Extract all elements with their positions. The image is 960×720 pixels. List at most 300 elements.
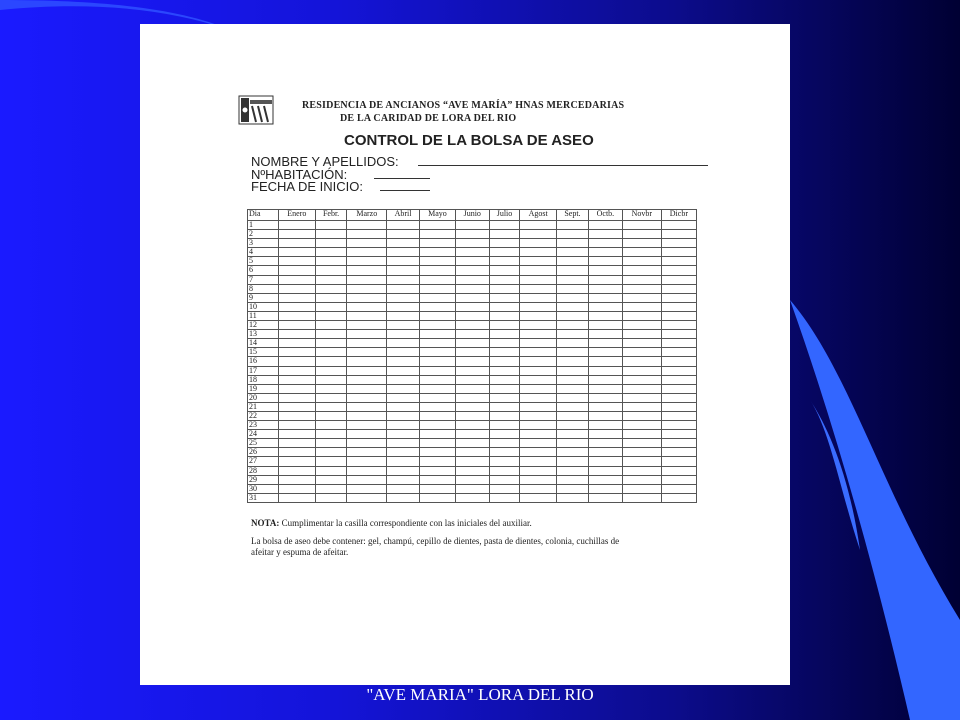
initials-cell bbox=[420, 311, 456, 320]
initials-cell bbox=[315, 421, 347, 430]
initials-cell bbox=[279, 230, 316, 239]
month-column-header: Agost bbox=[520, 210, 557, 221]
initials-cell bbox=[347, 411, 387, 420]
initials-cell bbox=[489, 339, 520, 348]
initials-cell bbox=[661, 457, 696, 466]
initials-cell bbox=[520, 375, 557, 384]
initials-cell bbox=[455, 339, 489, 348]
table-row bbox=[248, 302, 697, 311]
initials-cell bbox=[588, 348, 622, 357]
initials-cell bbox=[387, 421, 420, 430]
initials-cell bbox=[661, 475, 696, 484]
initials-cell bbox=[520, 393, 557, 402]
initials-cell bbox=[489, 466, 520, 475]
initials-cell bbox=[622, 357, 661, 366]
initials-cell bbox=[520, 321, 557, 330]
initials-cell bbox=[557, 393, 589, 402]
initials-cell bbox=[520, 357, 557, 366]
initials-cell bbox=[557, 466, 589, 475]
initials-cell bbox=[489, 457, 520, 466]
initials-cell bbox=[455, 421, 489, 430]
initials-cell bbox=[557, 384, 589, 393]
initials-cell bbox=[588, 221, 622, 230]
initials-cell bbox=[557, 248, 589, 257]
initials-cell bbox=[520, 293, 557, 302]
initials-cell bbox=[455, 366, 489, 375]
day-number-cell: 20 bbox=[248, 393, 279, 402]
initials-cell bbox=[420, 411, 456, 420]
initials-cell bbox=[455, 321, 489, 330]
initials-cell bbox=[622, 230, 661, 239]
initials-cell bbox=[588, 239, 622, 248]
initials-cell bbox=[347, 448, 387, 457]
initials-cell bbox=[588, 257, 622, 266]
initials-cell bbox=[315, 366, 347, 375]
initials-cell bbox=[455, 275, 489, 284]
initials-cell bbox=[420, 402, 456, 411]
initials-cell bbox=[489, 430, 520, 439]
initials-cell bbox=[520, 366, 557, 375]
initials-cell bbox=[347, 284, 387, 293]
initials-cell bbox=[661, 311, 696, 320]
day-number-cell: 24 bbox=[248, 430, 279, 439]
initials-cell bbox=[588, 402, 622, 411]
day-number-cell: 11 bbox=[248, 311, 279, 320]
initials-cell bbox=[455, 384, 489, 393]
initials-cell bbox=[661, 339, 696, 348]
initials-cell bbox=[455, 466, 489, 475]
initials-cell bbox=[520, 339, 557, 348]
initials-cell bbox=[489, 484, 520, 493]
initials-cell bbox=[315, 275, 347, 284]
initials-cell bbox=[661, 375, 696, 384]
initials-cell bbox=[455, 457, 489, 466]
initials-cell bbox=[661, 411, 696, 420]
initials-cell bbox=[455, 302, 489, 311]
initials-cell bbox=[315, 321, 347, 330]
month-column-header: Enero bbox=[279, 210, 316, 221]
initials-cell bbox=[347, 375, 387, 384]
initials-cell bbox=[489, 411, 520, 420]
initials-cell bbox=[279, 239, 316, 248]
day-number-cell: 22 bbox=[248, 411, 279, 420]
initials-cell bbox=[661, 484, 696, 493]
initials-cell bbox=[622, 430, 661, 439]
initials-cell bbox=[420, 430, 456, 439]
table-row bbox=[248, 266, 697, 275]
initials-cell bbox=[622, 439, 661, 448]
initials-cell bbox=[347, 348, 387, 357]
initials-cell bbox=[315, 221, 347, 230]
initials-cell bbox=[588, 293, 622, 302]
slide-caption: "AVE MARIA" LORA DEL RIO bbox=[366, 685, 594, 704]
initials-cell bbox=[622, 302, 661, 311]
initials-cell bbox=[279, 384, 316, 393]
initials-cell bbox=[588, 484, 622, 493]
initials-cell bbox=[557, 266, 589, 275]
initials-cell bbox=[489, 348, 520, 357]
initials-cell bbox=[661, 384, 696, 393]
initials-cell bbox=[387, 357, 420, 366]
initials-cell bbox=[347, 393, 387, 402]
initials-cell bbox=[489, 375, 520, 384]
initials-cell bbox=[588, 275, 622, 284]
initials-cell bbox=[315, 439, 347, 448]
table-row bbox=[248, 339, 697, 348]
day-number-cell: 6 bbox=[248, 266, 279, 275]
day-number-cell: 27 bbox=[248, 457, 279, 466]
day-number-cell: 5 bbox=[248, 257, 279, 266]
initials-cell bbox=[622, 484, 661, 493]
day-number-cell: 19 bbox=[248, 384, 279, 393]
day-number-cell: 1 bbox=[248, 221, 279, 230]
initials-cell bbox=[420, 484, 456, 493]
initials-cell bbox=[279, 257, 316, 266]
initials-cell bbox=[557, 357, 589, 366]
initials-cell bbox=[661, 430, 696, 439]
initials-cell bbox=[588, 330, 622, 339]
table-row bbox=[248, 421, 697, 430]
initials-cell bbox=[588, 311, 622, 320]
initials-cell bbox=[489, 284, 520, 293]
initials-cell bbox=[557, 311, 589, 320]
table-row bbox=[248, 484, 697, 493]
initials-cell bbox=[557, 448, 589, 457]
initials-cell bbox=[520, 430, 557, 439]
header-line-1: RESIDENCIA DE ANCIANOS “AVE MARÍA” HNAS MERCEDARIAS bbox=[302, 100, 625, 111]
initials-cell bbox=[420, 339, 456, 348]
initials-cell bbox=[661, 366, 696, 375]
initials-cell bbox=[489, 357, 520, 366]
initials-cell bbox=[347, 402, 387, 411]
initials-cell bbox=[420, 466, 456, 475]
initials-cell bbox=[622, 466, 661, 475]
initials-cell bbox=[387, 348, 420, 357]
table-row bbox=[248, 430, 697, 439]
initials-cell bbox=[315, 266, 347, 275]
initials-cell bbox=[622, 375, 661, 384]
initials-cell bbox=[420, 330, 456, 339]
day-number-cell: 18 bbox=[248, 375, 279, 384]
initials-cell bbox=[387, 411, 420, 420]
initials-cell bbox=[557, 275, 589, 284]
initials-cell bbox=[279, 393, 316, 402]
initials-cell bbox=[588, 284, 622, 293]
table-row bbox=[248, 448, 697, 457]
initials-cell bbox=[387, 266, 420, 275]
initials-cell bbox=[622, 366, 661, 375]
initials-cell bbox=[520, 248, 557, 257]
initials-cell bbox=[455, 393, 489, 402]
initials-cell bbox=[420, 348, 456, 357]
initials-cell bbox=[622, 221, 661, 230]
initials-cell bbox=[279, 466, 316, 475]
initials-cell bbox=[420, 266, 456, 275]
initials-cell bbox=[661, 402, 696, 411]
initials-cell bbox=[520, 311, 557, 320]
initials-cell bbox=[520, 384, 557, 393]
initials-cell bbox=[489, 293, 520, 302]
initials-cell bbox=[557, 293, 589, 302]
initials-cell bbox=[588, 375, 622, 384]
day-number-cell: 12 bbox=[248, 321, 279, 330]
initials-cell bbox=[387, 293, 420, 302]
initials-cell bbox=[347, 475, 387, 484]
habitacion-label: NºHABITACIÓN: bbox=[251, 167, 348, 182]
initials-cell bbox=[520, 402, 557, 411]
table-row bbox=[248, 230, 697, 239]
initials-cell bbox=[489, 366, 520, 375]
initials-cell bbox=[279, 275, 316, 284]
initials-cell bbox=[455, 439, 489, 448]
table-row bbox=[248, 275, 697, 284]
initials-cell bbox=[557, 475, 589, 484]
day-number-cell: 4 bbox=[248, 248, 279, 257]
initials-cell bbox=[387, 493, 420, 502]
initials-cell bbox=[279, 266, 316, 275]
initials-cell bbox=[455, 484, 489, 493]
month-column-header: Octb. bbox=[588, 210, 622, 221]
initials-cell bbox=[347, 439, 387, 448]
initials-cell bbox=[387, 339, 420, 348]
initials-cell bbox=[279, 402, 316, 411]
initials-cell bbox=[557, 230, 589, 239]
initials-cell bbox=[387, 393, 420, 402]
day-number-cell: 16 bbox=[248, 357, 279, 366]
initials-cell bbox=[622, 493, 661, 502]
initials-cell bbox=[661, 248, 696, 257]
initials-cell bbox=[455, 375, 489, 384]
initials-cell bbox=[622, 457, 661, 466]
initials-cell bbox=[347, 421, 387, 430]
month-column-header: Febr. bbox=[315, 210, 347, 221]
initials-cell bbox=[455, 239, 489, 248]
initials-cell bbox=[489, 311, 520, 320]
initials-cell bbox=[588, 475, 622, 484]
initials-cell bbox=[455, 430, 489, 439]
initials-cell bbox=[315, 293, 347, 302]
day-number-cell: 10 bbox=[248, 302, 279, 311]
initials-cell bbox=[588, 421, 622, 430]
initials-cell bbox=[622, 284, 661, 293]
initials-cell bbox=[489, 402, 520, 411]
initials-cell bbox=[455, 411, 489, 420]
initials-cell bbox=[489, 266, 520, 275]
initials-cell bbox=[455, 221, 489, 230]
initials-cell bbox=[489, 302, 520, 311]
month-column-header: Julio bbox=[489, 210, 520, 221]
initials-cell bbox=[622, 275, 661, 284]
initials-cell bbox=[661, 239, 696, 248]
initials-cell bbox=[588, 366, 622, 375]
initials-cell bbox=[661, 293, 696, 302]
initials-cell bbox=[557, 493, 589, 502]
table-row bbox=[248, 248, 697, 257]
initials-cell bbox=[622, 421, 661, 430]
initials-cell bbox=[557, 348, 589, 357]
initials-cell bbox=[347, 239, 387, 248]
initials-cell bbox=[557, 330, 589, 339]
initials-cell bbox=[347, 330, 387, 339]
initials-cell bbox=[661, 439, 696, 448]
initials-cell bbox=[489, 493, 520, 502]
initials-cell bbox=[622, 475, 661, 484]
table-row bbox=[248, 457, 697, 466]
initials-cell bbox=[489, 239, 520, 248]
initials-cell bbox=[588, 248, 622, 257]
initials-cell bbox=[622, 348, 661, 357]
initials-cell bbox=[420, 457, 456, 466]
initials-cell bbox=[315, 393, 347, 402]
initials-cell bbox=[489, 275, 520, 284]
initials-cell bbox=[455, 293, 489, 302]
initials-cell bbox=[315, 257, 347, 266]
initials-cell bbox=[279, 375, 316, 384]
initials-cell bbox=[347, 302, 387, 311]
initials-cell bbox=[520, 266, 557, 275]
day-number-cell: 30 bbox=[248, 484, 279, 493]
initials-cell bbox=[622, 321, 661, 330]
initials-cell bbox=[661, 275, 696, 284]
initials-cell bbox=[279, 475, 316, 484]
month-column-header: Marzo bbox=[347, 210, 387, 221]
month-column-header: Sept. bbox=[557, 210, 589, 221]
header-line-2: DE LA CARIDAD DE LORA DEL RIO bbox=[340, 113, 517, 124]
initials-cell bbox=[387, 275, 420, 284]
note-label: NOTA: bbox=[251, 518, 280, 528]
initials-cell bbox=[557, 339, 589, 348]
table-row bbox=[248, 357, 697, 366]
initials-cell bbox=[489, 384, 520, 393]
initials-cell bbox=[387, 248, 420, 257]
table-header-row bbox=[248, 210, 697, 221]
initials-cell bbox=[489, 221, 520, 230]
table-row bbox=[248, 411, 697, 420]
initials-cell bbox=[387, 430, 420, 439]
initials-cell bbox=[520, 421, 557, 430]
initials-cell bbox=[520, 484, 557, 493]
initials-cell bbox=[420, 230, 456, 239]
initials-cell bbox=[588, 384, 622, 393]
form-title: CONTROL DE LA BOLSA DE ASEO bbox=[344, 132, 594, 149]
initials-cell bbox=[661, 421, 696, 430]
initials-cell bbox=[622, 257, 661, 266]
initials-cell bbox=[557, 366, 589, 375]
initials-cell bbox=[347, 257, 387, 266]
note-text: Cumplimentar la casilla correspondiente con las iniciales del auxiliar. bbox=[281, 518, 532, 528]
initials-cell bbox=[622, 330, 661, 339]
initials-cell bbox=[557, 402, 589, 411]
initials-cell bbox=[455, 311, 489, 320]
initials-cell bbox=[557, 457, 589, 466]
table-row bbox=[248, 321, 697, 330]
initials-cell bbox=[420, 439, 456, 448]
initials-cell bbox=[279, 293, 316, 302]
scanned-form-page bbox=[140, 24, 790, 685]
initials-cell bbox=[279, 311, 316, 320]
initials-cell bbox=[588, 393, 622, 402]
initials-cell bbox=[661, 230, 696, 239]
nombre-label: NOMBRE Y APELLIDOS: bbox=[251, 154, 399, 169]
initials-cell bbox=[315, 384, 347, 393]
initials-cell bbox=[661, 357, 696, 366]
initials-cell bbox=[420, 384, 456, 393]
initials-cell bbox=[347, 266, 387, 275]
initials-cell bbox=[387, 366, 420, 375]
initials-cell bbox=[387, 402, 420, 411]
table-row bbox=[248, 375, 697, 384]
initials-cell bbox=[347, 384, 387, 393]
initials-cell bbox=[347, 311, 387, 320]
initials-cell bbox=[622, 339, 661, 348]
table-row bbox=[248, 330, 697, 339]
initials-cell bbox=[489, 475, 520, 484]
initials-cell bbox=[347, 293, 387, 302]
initials-cell bbox=[661, 266, 696, 275]
initials-cell bbox=[387, 221, 420, 230]
initials-cell bbox=[420, 493, 456, 502]
initials-cell bbox=[661, 348, 696, 357]
initials-cell bbox=[347, 493, 387, 502]
initials-cell bbox=[315, 348, 347, 357]
initials-cell bbox=[557, 411, 589, 420]
table-row bbox=[248, 393, 697, 402]
initials-cell bbox=[455, 357, 489, 366]
day-number-cell: 21 bbox=[248, 402, 279, 411]
initials-cell bbox=[387, 475, 420, 484]
day-number-cell: 3 bbox=[248, 239, 279, 248]
initials-cell bbox=[622, 248, 661, 257]
initials-cell bbox=[557, 375, 589, 384]
initials-cell bbox=[661, 393, 696, 402]
initials-cell bbox=[489, 330, 520, 339]
initials-cell bbox=[420, 321, 456, 330]
initials-cell bbox=[520, 239, 557, 248]
day-number-cell: 28 bbox=[248, 466, 279, 475]
initials-cell bbox=[588, 430, 622, 439]
initials-cell bbox=[489, 257, 520, 266]
initials-cell bbox=[520, 457, 557, 466]
initials-cell bbox=[279, 366, 316, 375]
initials-cell bbox=[387, 384, 420, 393]
month-column-header: Abril bbox=[387, 210, 420, 221]
initials-cell bbox=[347, 466, 387, 475]
initials-cell bbox=[520, 257, 557, 266]
initials-cell bbox=[315, 411, 347, 420]
initials-cell bbox=[420, 375, 456, 384]
initials-cell bbox=[557, 239, 589, 248]
initials-cell bbox=[315, 475, 347, 484]
initials-cell bbox=[279, 284, 316, 293]
initials-cell bbox=[315, 239, 347, 248]
month-column-header: Dicbr bbox=[661, 210, 696, 221]
initials-cell bbox=[315, 230, 347, 239]
initials-cell bbox=[588, 266, 622, 275]
initials-cell bbox=[420, 302, 456, 311]
initials-cell bbox=[420, 448, 456, 457]
initials-cell bbox=[455, 230, 489, 239]
initials-cell bbox=[622, 293, 661, 302]
initials-cell bbox=[588, 321, 622, 330]
initials-cell bbox=[520, 439, 557, 448]
initials-cell bbox=[347, 248, 387, 257]
initials-cell bbox=[315, 311, 347, 320]
table-row bbox=[248, 384, 697, 393]
day-number-cell: 29 bbox=[248, 475, 279, 484]
day-number-cell: 14 bbox=[248, 339, 279, 348]
initials-cell bbox=[557, 284, 589, 293]
initials-cell bbox=[279, 357, 316, 366]
